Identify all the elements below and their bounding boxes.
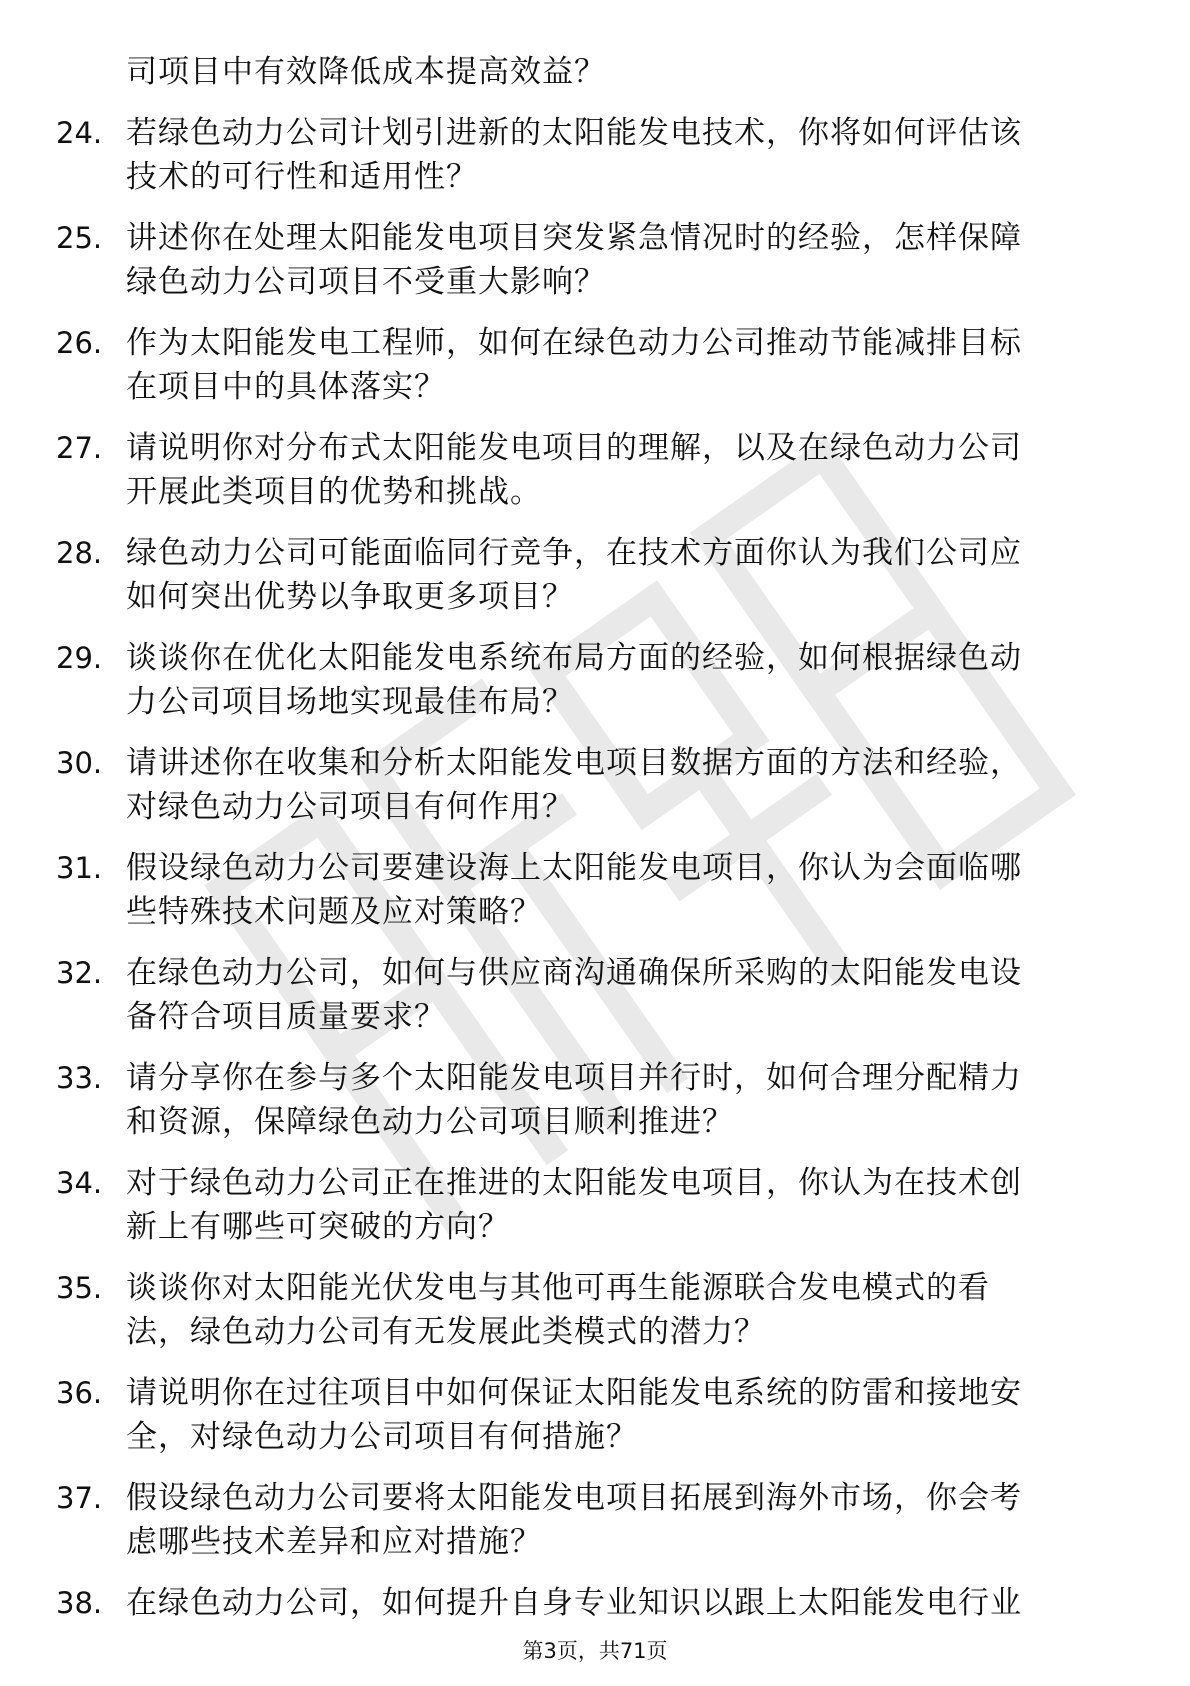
question-text-line: 些特殊技术问题及应对策略？: [126, 894, 542, 930]
question-number: 31.: [56, 851, 103, 885]
question-item: [0, 426, 1190, 531]
question-text-line: 力公司项目场地实现最佳布局？: [126, 684, 574, 720]
question-text-line: 在项目中的具体落实？: [126, 369, 446, 405]
question-text-line: 法，绿色动力公司有无发展此类模式的潜力？: [126, 1314, 766, 1350]
question-number: 35.: [56, 1271, 103, 1305]
question-text-line: 技术的可行性和适用性？: [126, 159, 478, 195]
question-item: [0, 321, 1190, 426]
question-text-line: 作为太阳能发电工程师，如何在绿色动力公司推动节能减排目标: [126, 325, 1022, 361]
question-text-line: 若绿色动力公司计划引进新的太阳能发电技术，你将如何评估该: [126, 115, 1022, 151]
question-text-line: 开展此类项目的优势和挑战。: [126, 474, 542, 510]
question-number: 33.: [56, 1061, 103, 1095]
question-item: [0, 846, 1190, 951]
question-text-line: 绿色动力公司可能面临同行竞争，在技术方面你认为我们公司应: [126, 535, 1022, 571]
question-number: 36.: [56, 1376, 103, 1410]
question-text-line: 请说明你对分布式太阳能发电项目的理解，以及在绿色动力公司: [126, 430, 1022, 466]
question-text-line: 对于绿色动力公司正在推进的太阳能发电项目，你认为在技术创: [126, 1165, 1022, 1201]
question-item: [0, 1476, 1190, 1581]
question-text-line: 虑哪些技术差异和应对措施？: [126, 1524, 542, 1560]
question-text-line: 谈谈你在优化太阳能发电系统布局方面的经验，如何根据绿色动: [126, 640, 1022, 676]
question-item: [0, 1161, 1190, 1266]
question-text-line: 请分享你在参与多个太阳能发电项目并行时，如何合理分配精力: [126, 1060, 1022, 1096]
question-text-line: 在绿色动力公司，如何与供应商沟通确保所采购的太阳能发电设: [126, 955, 1022, 991]
question-item: [0, 636, 1190, 741]
question-text-line: 绿色动力公司项目不受重大影响？: [126, 264, 606, 300]
page-footer: 第3页，共71页: [522, 1639, 668, 1663]
question-item: [0, 741, 1190, 846]
question-text-line: 请说明你在过往项目中如何保证太阳能发电系统的防雷和接地安: [126, 1375, 1022, 1411]
question-number: 27.: [56, 431, 103, 465]
question-number: 37.: [56, 1481, 103, 1515]
question-text-line: 在绿色动力公司，如何提升自身专业知识以跟上太阳能发电行业: [126, 1585, 1022, 1621]
question-item: [0, 1266, 1190, 1371]
question-number: 32.: [56, 956, 103, 990]
question-text-line: 全，对绿色动力公司项目有何措施？: [126, 1419, 638, 1455]
question-text-line: 和资源，保障绿色动力公司项目顺利推进？: [126, 1104, 734, 1140]
question-text-line: 如何突出优势以争取更多项目？: [126, 579, 574, 615]
question-number: 38.: [56, 1586, 103, 1620]
question-item: [0, 1581, 1190, 1686]
question-number: 30.: [56, 746, 103, 780]
question-number: 26.: [56, 326, 103, 360]
question-number: 28.: [56, 536, 103, 570]
question-text-line: 假设绿色动力公司要建设海上太阳能发电项目，你认为会面临哪: [126, 850, 1022, 886]
question-item: [0, 951, 1190, 1056]
question-list: [0, 111, 1190, 1686]
question-text-line: 新上有哪些可突破的方向？: [126, 1209, 510, 1245]
question-text-line: 备符合项目质量要求？: [126, 999, 446, 1035]
question-item: [0, 531, 1190, 636]
question-text-line: 对绿色动力公司项目有何作用？: [126, 789, 574, 825]
question-item: [0, 1371, 1190, 1476]
question-text-line: 讲述你在处理太阳能发电项目突发紧急情况时的经验，怎样保障: [126, 220, 1022, 256]
question-text-line: 谈谈你对太阳能光伏发电与其他可再生能源联合发电模式的看: [126, 1270, 990, 1306]
question-item: [0, 1056, 1190, 1161]
continuation-text: 司项目中有效降低成本提高效益？: [126, 54, 606, 90]
question-item: [0, 111, 1190, 216]
question-number: 24.: [56, 116, 103, 150]
question-text-line: 假设绿色动力公司要将太阳能发电项目拓展到海外市场，你会考: [126, 1480, 1022, 1516]
question-text-line: 请讲述你在收集和分析太阳能发电项目数据方面的方法和经验，: [126, 745, 1022, 781]
question-number: 25.: [56, 221, 103, 255]
question-number: 29.: [56, 641, 103, 675]
question-number: 34.: [56, 1166, 103, 1200]
question-item: [0, 216, 1190, 321]
